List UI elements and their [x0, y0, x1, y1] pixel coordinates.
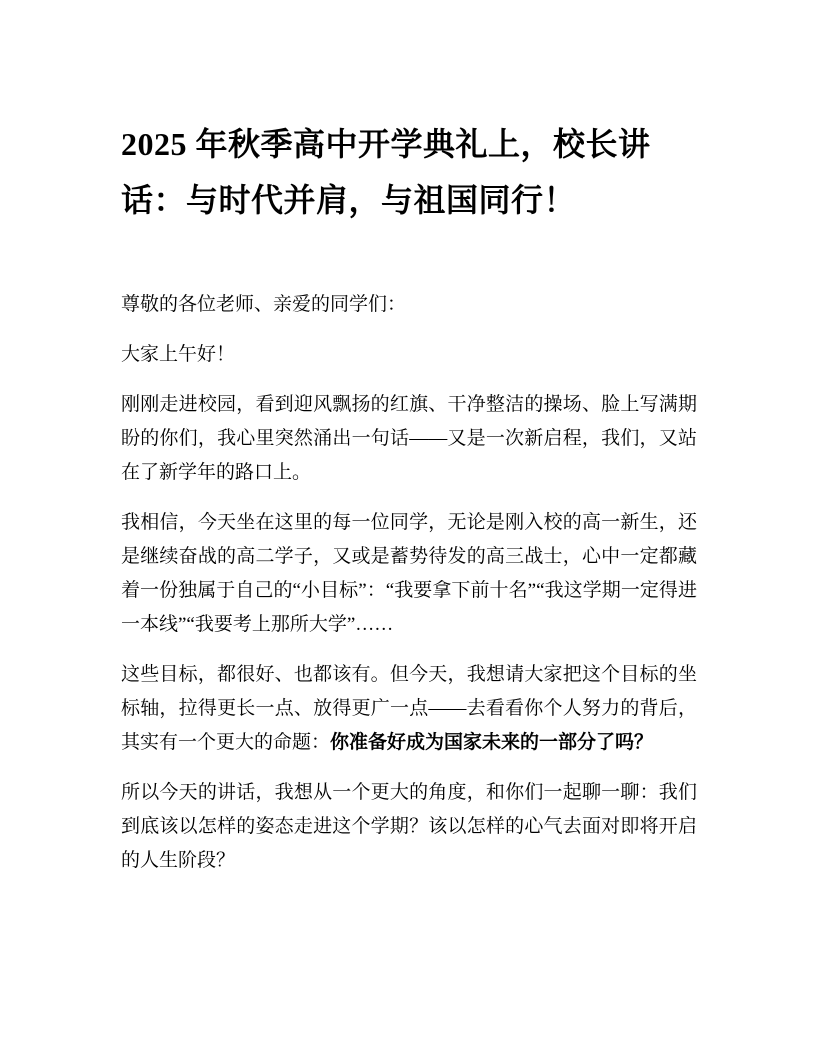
- document-title: 2025 年秋季高中开学典礼上，校长讲话：与时代并肩，与祖国同行！: [121, 126, 651, 218]
- paragraph-campus-scene: 刚刚走进校园，看到迎风飘扬的红旗、干净整洁的操场、脸上写满期盼的你们，我心里突然涌出一句话——又是一次新启程，我们，又站在了新学年的路口上。: [121, 394, 697, 483]
- paragraph-salutation: 尊敬的各位老师、亲爱的同学们：: [121, 294, 407, 315]
- paragraph-small-goals: 我相信，今天坐在这里的每一位同学，无论是刚入校的高一新生，还是继续奋战的高二学子，又或是蓄势待发的高三战士，心中一定都藏着一份独属于自己的“小目标”：“我要拿下前十名”“我这学期一定得进一本线”“我要考上那所大学”……: [121, 512, 697, 635]
- paragraph-bigger-question-text: 这些目标，都很好、也都该有。但今天，我想请大家把这个目标的坐标轴，拉得更长一点、放得更广一点——去看看你个人努力的背后，其实有一个更大的命题：: [121, 664, 697, 753]
- paragraph-greeting: 大家上午好！: [121, 344, 236, 365]
- bold-national-future-question: 你准备好成为国家未来的一部分了吗？: [330, 732, 654, 753]
- paragraph-bigger-question: [121, 658, 697, 760]
- paragraph-speech-purpose: 所以今天的讲话，我想从一个更大的角度，和你们一起聊一聊：我们到底该以怎样的姿态走进这个学期？该以怎样的心气去面对即将开启的人生阶段？: [121, 782, 697, 871]
